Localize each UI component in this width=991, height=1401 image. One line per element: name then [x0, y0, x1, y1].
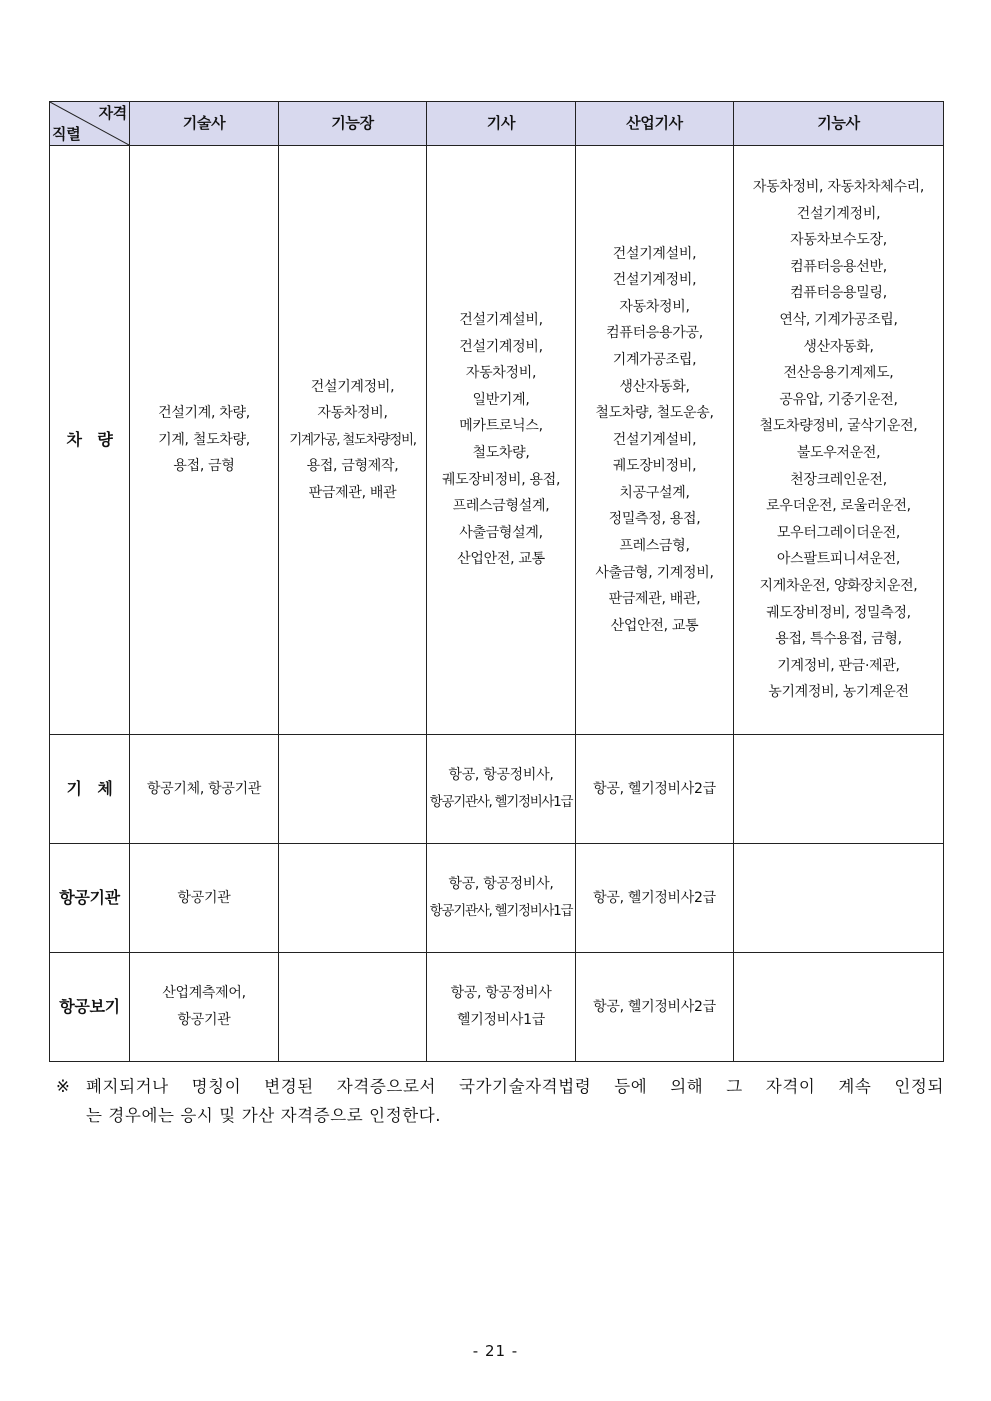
cell-line: 건설기계정비,: [459, 338, 543, 355]
table-cell: [279, 844, 427, 953]
cell-line: 로우더운전, 로울러운전,: [766, 498, 911, 515]
cell-line: 궤도장비정비, 용접,: [441, 471, 561, 488]
table-row: [50, 735, 944, 844]
cell-line: 궤도장비정비, 정밀측정,: [766, 604, 911, 621]
cell-line: 전산응용기계제도,: [783, 365, 894, 382]
cell-line: 일반기계,: [472, 391, 530, 408]
cell-line: 건설기계정비,: [796, 205, 881, 222]
cell-line: 자동차정비,: [619, 298, 690, 315]
table-cell: [427, 735, 576, 844]
footnote-line: 폐지되거나 명칭이 변경된 자격증으로서 국가기술자격법령 등에 의해 그 자격이 계속 인정되: [86, 1077, 944, 1096]
cell-line: 용접, 금형제작,: [306, 458, 399, 475]
cell-line: 자동차보수도장,: [790, 232, 887, 249]
cell-line: 항공기관: [177, 889, 231, 906]
reference-mark: ※: [56, 1077, 71, 1096]
cell-line: 천장크레인운전,: [790, 471, 887, 488]
table-row: [50, 953, 944, 1062]
cell-line: 철도차량, 철도운송,: [595, 405, 714, 422]
cell-line: 항공기관사, 헬기정비사1급: [429, 903, 573, 919]
cell-line: 농기계정비, 농기계운전: [768, 684, 909, 701]
footnote-line: 는 경우에는 응시 및 가산 자격증으로 인정한다.: [86, 1106, 442, 1125]
cell-line: 항공기관: [177, 1012, 231, 1028]
cell-line: 공유압, 기중기운전,: [779, 391, 898, 408]
cell-line: 컴퓨터응용선반,: [790, 258, 887, 275]
cell-line: 항공, 헬기정비사2급: [593, 889, 716, 906]
table-cell: [576, 953, 734, 1062]
cell-line: 건설기계, 차량,: [158, 405, 250, 422]
cell-line: 컴퓨터응용가공,: [606, 325, 703, 342]
corner-label-qualification: 자격: [98, 104, 127, 122]
table-header-row: [50, 102, 944, 146]
row-header: 차 량: [50, 146, 130, 735]
table-row: [50, 844, 944, 953]
cell-line: 정밀측정, 용접,: [608, 511, 701, 528]
cell-line: 궤도장비정비,: [612, 458, 697, 475]
table-cell: [130, 953, 279, 1062]
cell-line: 건설기계설비,: [612, 431, 697, 448]
cell-line: 기계, 철도차량,: [158, 431, 250, 448]
table-cell: [427, 953, 576, 1062]
cell-line: 건설기계정비,: [612, 272, 697, 289]
cell-line: 판금제관, 배관,: [608, 591, 701, 608]
cell-line: 건설기계정비,: [310, 378, 395, 395]
cell-line: 불도우저운전,: [796, 445, 881, 461]
corner-label-series: 직렬: [52, 125, 81, 143]
table-cell: [576, 844, 734, 953]
row-header: 기 체: [50, 735, 130, 844]
cell-line: 철도차량,: [472, 445, 530, 461]
cell-line: 메카트로닉스,: [459, 418, 543, 435]
cell-line: 자동차정비,: [465, 365, 537, 382]
cell-line: 기계가공, 철도차량정비,: [289, 431, 416, 448]
table-cell: [279, 146, 427, 735]
cell-line: 건설기계설비,: [612, 245, 697, 262]
corner-header-cell: [50, 102, 130, 146]
cell-line: 항공기체, 항공기관: [146, 780, 262, 797]
cell-line: 지게차운전, 양화장치운전,: [759, 577, 918, 594]
cell-line: 산업안전, 교통: [457, 551, 545, 568]
footnote: [56, 1072, 944, 1130]
cell-line: 연삭, 기계가공조립,: [779, 312, 898, 329]
cell-line: 프레스금형설계,: [452, 498, 550, 515]
cell-line: 생산자동화,: [619, 378, 690, 395]
table-cell: [130, 844, 279, 953]
table-cell: [427, 844, 576, 953]
cell-line: 자동차정비, 자동차차체수리,: [752, 179, 925, 196]
cell-line: 항공, 헬기정비사2급: [593, 780, 716, 797]
column-header: 기사: [427, 102, 576, 146]
cell-line: 프레스금형,: [619, 538, 690, 555]
cell-line: 자동차정비,: [317, 405, 388, 422]
table-cell: [576, 146, 734, 735]
table-cell: [130, 146, 279, 735]
table-cell: [427, 146, 576, 735]
row-header: 항공보기: [50, 953, 130, 1062]
cell-line: 용접, 금형: [173, 458, 235, 475]
cell-line: 항공기관사, 헬기정비사1급: [429, 794, 573, 810]
cell-line: 용접, 특수용접, 금형,: [775, 631, 902, 648]
cell-line: 치공구설계,: [619, 484, 690, 501]
table-cell: [576, 735, 734, 844]
table-cell: [734, 146, 944, 735]
table-cell: [279, 735, 427, 844]
cell-line: 철도차량정비, 굴삭기운전,: [759, 418, 918, 435]
cell-line: 기계가공조립,: [612, 351, 697, 368]
column-header: 산업기사: [576, 102, 734, 146]
table-row: [50, 146, 944, 735]
page-number: - 21 -: [472, 1342, 519, 1360]
cell-line: 기계정비, 판금·제관,: [777, 657, 900, 674]
cell-line: 아스팔트피니셔운전,: [776, 551, 901, 568]
table-cell: [130, 735, 279, 844]
column-header: 기능사: [734, 102, 944, 146]
cell-line: 헬기정비사1급: [457, 1012, 545, 1028]
column-header: 기술사: [130, 102, 279, 146]
table-cell: [279, 953, 427, 1062]
table-cell: [734, 844, 944, 953]
cell-line: 판금제관, 배관: [308, 484, 397, 501]
cell-line: 생산자동화,: [803, 338, 874, 355]
cell-line: 건설기계설비,: [459, 312, 543, 329]
cell-line: 항공, 헬기정비사2급: [593, 998, 716, 1015]
table-cell: [734, 735, 944, 844]
cell-line: 사출금형, 기계정비,: [595, 564, 714, 581]
cell-line: 항공, 항공정비사,: [448, 876, 554, 893]
cell-line: 항공, 항공정비사: [450, 985, 552, 1002]
qualification-table: [49, 101, 944, 1062]
cell-line: 산업계측제어,: [162, 985, 246, 1002]
column-header: 기능장: [279, 102, 427, 146]
cell-line: 사출금형설계,: [459, 524, 543, 541]
table-cell: [734, 953, 944, 1062]
cell-line: 모우터그레이더운전,: [776, 524, 901, 541]
cell-line: 항공, 항공정비사,: [448, 767, 554, 784]
cell-line: 산업안전, 교통: [610, 617, 699, 634]
cell-line: 컴퓨터응용밀링,: [790, 285, 887, 302]
row-header: 항공기관: [50, 844, 130, 953]
